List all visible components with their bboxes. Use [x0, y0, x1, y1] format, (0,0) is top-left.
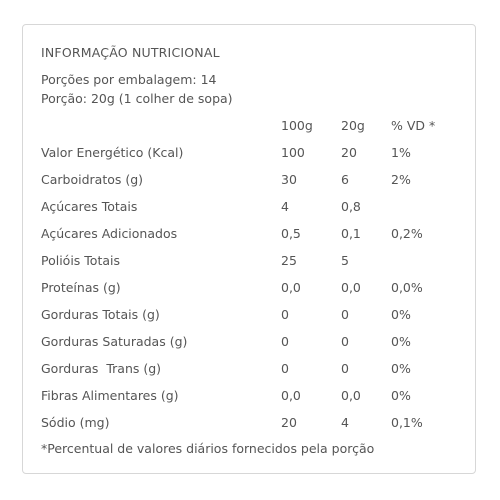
- row-value-20g: 0: [341, 361, 349, 376]
- row-value-vd: 0,2%: [391, 226, 423, 241]
- table-row: [41, 280, 461, 298]
- row-label: Polióis Totais: [41, 253, 120, 268]
- row-value-vd: 0%: [391, 307, 411, 322]
- column-header-100g: 100g: [281, 118, 313, 133]
- column-header-20g: 20g: [341, 118, 365, 133]
- table-row: [41, 199, 461, 217]
- row-value-20g: 0,0: [341, 280, 361, 295]
- row-label: Fibras Alimentares (g): [41, 388, 179, 403]
- table-header-row: [41, 118, 461, 136]
- row-value-100g: 0: [281, 334, 289, 349]
- row-value-20g: 0,8: [341, 199, 361, 214]
- serving-size: Porção: 20g (1 colher de sopa): [41, 91, 233, 106]
- row-value-100g: 0: [281, 307, 289, 322]
- row-value-vd: 2%: [391, 172, 411, 187]
- row-label: Carboidratos (g): [41, 172, 144, 187]
- row-value-vd: 1%: [391, 145, 411, 160]
- row-value-vd: 0%: [391, 388, 411, 403]
- row-value-vd: 0,0%: [391, 280, 423, 295]
- table-row: [41, 361, 461, 379]
- nutrition-title: INFORMAÇÃO NUTRICIONAL: [41, 45, 220, 60]
- row-value-100g: 0,0: [281, 280, 301, 295]
- row-value-20g: 0,1: [341, 226, 361, 241]
- table-row: [41, 415, 461, 433]
- row-value-100g: 0: [281, 361, 289, 376]
- row-value-20g: 0: [341, 307, 349, 322]
- servings-per-package: Porções por embalagem: 14: [41, 72, 217, 87]
- row-value-100g: 4: [281, 199, 289, 214]
- row-label: Proteínas (g): [41, 280, 121, 295]
- row-value-100g: 25: [281, 253, 297, 268]
- row-value-100g: 100: [281, 145, 305, 160]
- row-label: Açúcares Adicionados: [41, 226, 178, 241]
- table-row: [41, 172, 461, 190]
- table-row: [41, 145, 461, 163]
- footnote: *Percentual de valores diários fornecidos pela porção: [41, 441, 375, 456]
- table-row: [41, 388, 461, 406]
- table-row: [41, 226, 461, 244]
- row-value-vd: 0%: [391, 334, 411, 349]
- row-value-20g: 20: [341, 145, 357, 160]
- row-value-20g: 0,0: [341, 388, 361, 403]
- row-label: Gorduras Saturadas (g): [41, 334, 188, 349]
- row-label: Gorduras Trans (g): [41, 361, 162, 376]
- row-value-100g: 20: [281, 415, 297, 430]
- row-value-20g: 5: [341, 253, 349, 268]
- row-value-vd: 0,1%: [391, 415, 423, 430]
- nutrition-facts-card: [22, 24, 476, 474]
- table-row: [41, 253, 461, 271]
- row-label: Açúcares Totais: [41, 199, 138, 214]
- row-value-20g: 0: [341, 334, 349, 349]
- row-value-100g: 30: [281, 172, 297, 187]
- row-value-20g: 4: [341, 415, 349, 430]
- row-value-vd: 0%: [391, 361, 411, 376]
- table-row: [41, 334, 461, 352]
- row-value-100g: 0,0: [281, 388, 301, 403]
- row-value-100g: 0,5: [281, 226, 301, 241]
- row-value-20g: 6: [341, 172, 349, 187]
- row-label: Sódio (mg): [41, 415, 110, 430]
- row-label: Gorduras Totais (g): [41, 307, 160, 322]
- row-label: Valor Energético (Kcal): [41, 145, 184, 160]
- table-row: [41, 307, 461, 325]
- column-header-vd: % VD *: [391, 118, 436, 133]
